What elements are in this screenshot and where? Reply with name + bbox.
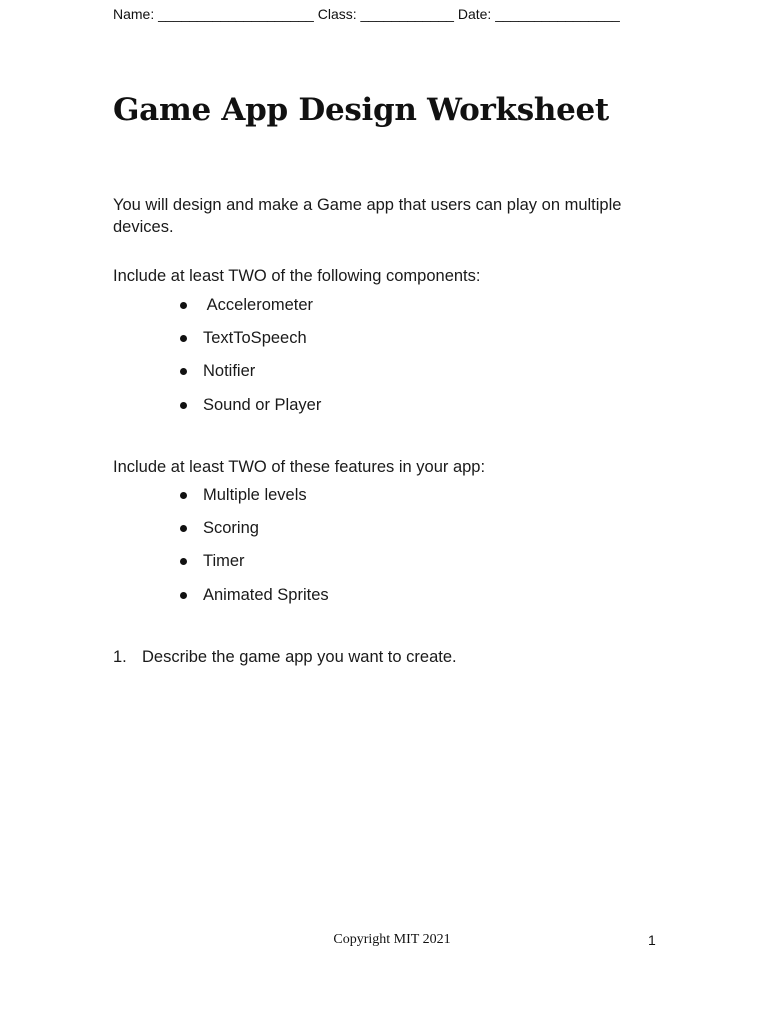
intro-paragraph: You will design and make a Game app that users can play on multiple devices. bbox=[113, 196, 622, 236]
feature-label: Multiple levels bbox=[203, 486, 307, 505]
question-1 bbox=[113, 646, 457, 668]
bullet-icon bbox=[180, 558, 187, 565]
list-item bbox=[180, 355, 321, 388]
feature-label: Timer bbox=[203, 552, 245, 571]
footer-copyright: Copyright MIT 2021 bbox=[333, 932, 451, 947]
list-item bbox=[180, 289, 321, 322]
bullet-icon bbox=[180, 592, 187, 599]
components-list bbox=[180, 289, 321, 422]
list-item bbox=[180, 512, 329, 545]
bullet-icon bbox=[180, 402, 187, 409]
components-heading: Include at least TWO of the following components: bbox=[113, 267, 481, 285]
list-item bbox=[180, 389, 321, 422]
feature-label: Animated Sprites bbox=[203, 585, 329, 604]
name-class-date-line: Name: ____________________ Class: ____________ Date: ________________ bbox=[113, 6, 620, 22]
list-item bbox=[180, 545, 329, 578]
list-item bbox=[180, 479, 329, 512]
bullet-icon bbox=[180, 302, 187, 309]
question-text: Describe the game app you want to create. bbox=[142, 648, 457, 666]
bullet-icon bbox=[180, 525, 187, 532]
features-list bbox=[180, 479, 329, 612]
feature-label: Scoring bbox=[203, 519, 259, 538]
component-label: Sound or Player bbox=[203, 395, 322, 414]
list-item bbox=[180, 579, 329, 612]
component-label: Accelerometer bbox=[203, 296, 314, 315]
component-label: TextToSpeech bbox=[203, 329, 307, 348]
component-label: Notifier bbox=[203, 362, 256, 381]
bullet-icon bbox=[180, 335, 187, 342]
question-number: 1. bbox=[113, 648, 127, 666]
features-heading: Include at least TWO of these features in your app: bbox=[113, 458, 486, 476]
page-number: 1 bbox=[648, 932, 656, 948]
list-item bbox=[180, 322, 321, 355]
worksheet-title: Game App Design Worksheet bbox=[113, 92, 609, 128]
bullet-icon bbox=[180, 368, 187, 375]
bullet-icon bbox=[180, 492, 187, 499]
